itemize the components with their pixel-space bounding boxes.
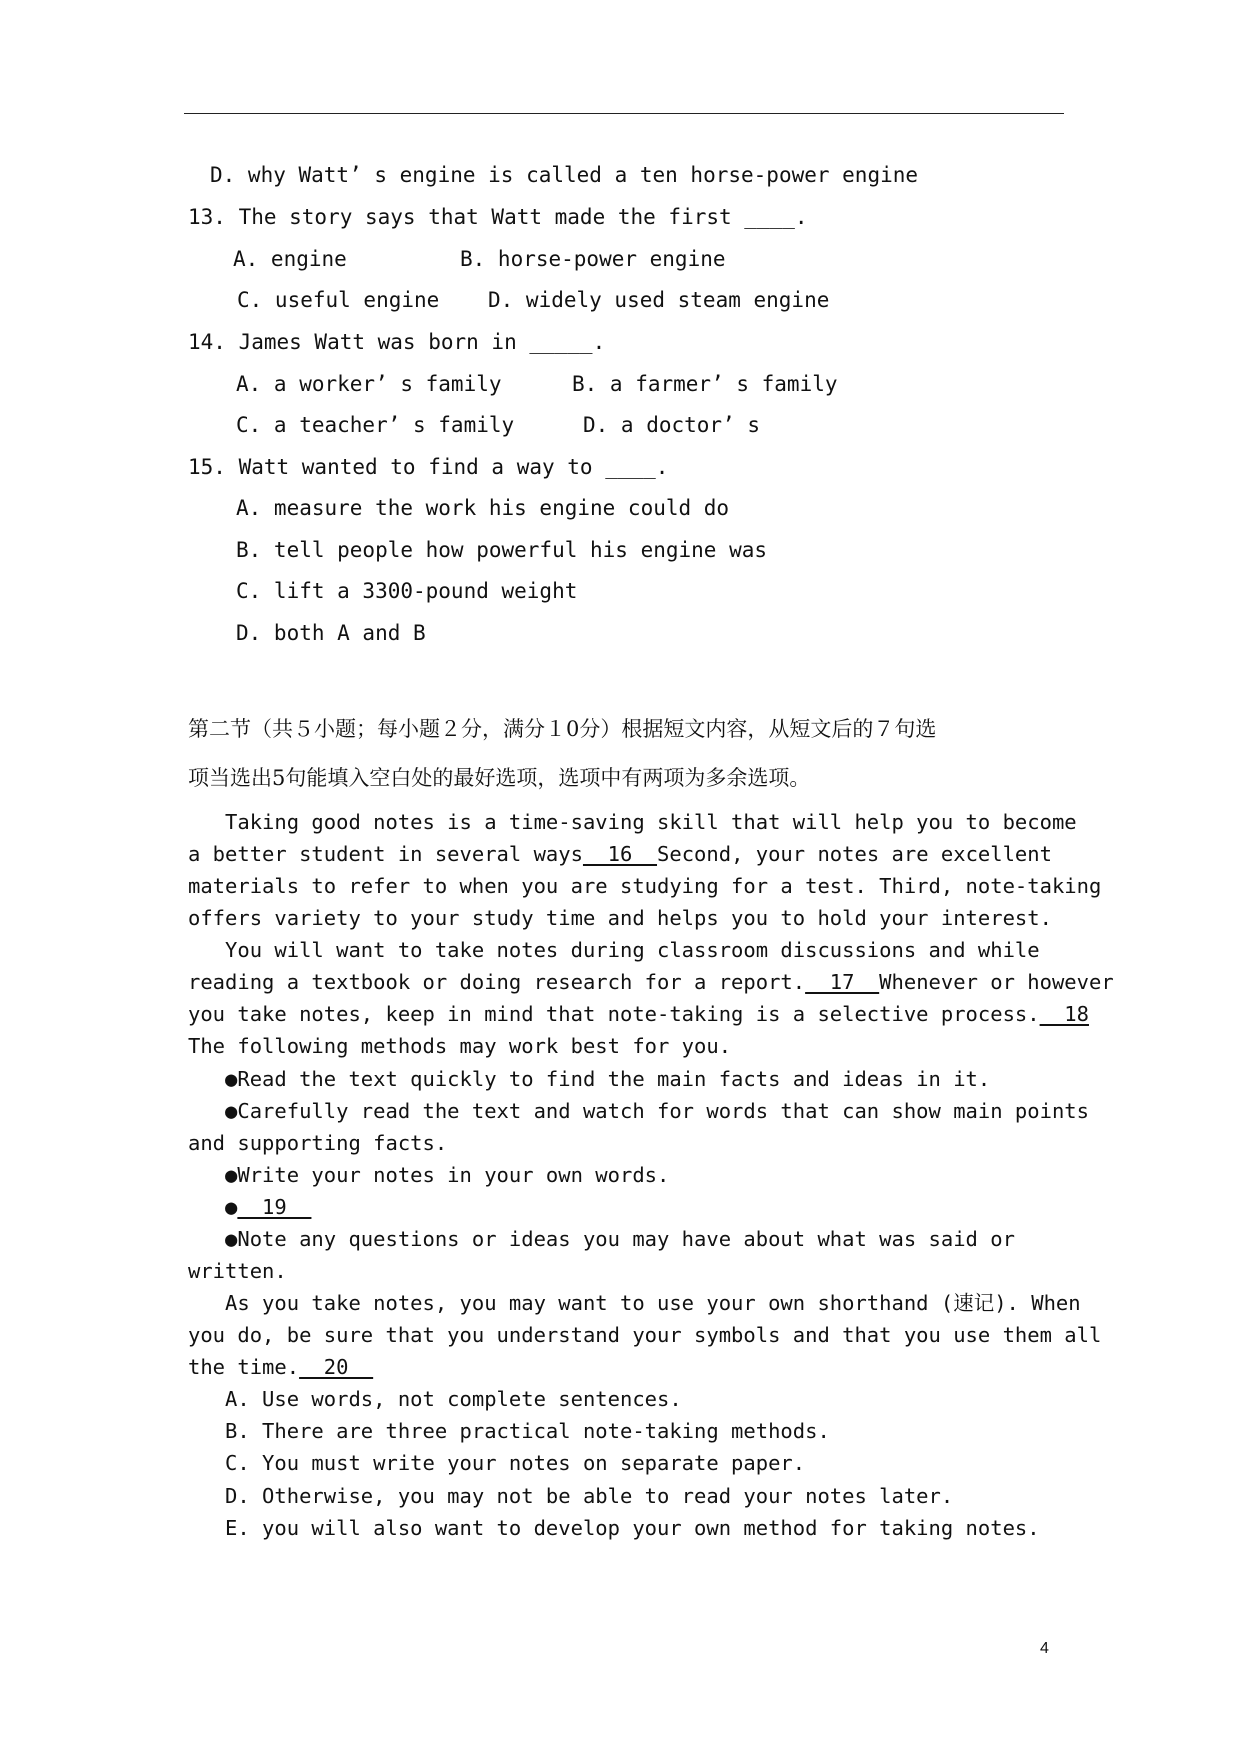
passage-line: You will want to take notes during classroom discussions and while xyxy=(188,938,1040,962)
q13-option-a: A. engine xyxy=(233,247,347,271)
blank-20: 20 xyxy=(299,1355,374,1379)
passage-line: the time. 20 xyxy=(188,1355,374,1379)
q14-stem: 14. James Watt was born in _____. xyxy=(188,330,606,354)
q14-option-d: D. a doctor’ s xyxy=(583,413,761,437)
q14-option-c: C. a teacher’ s family xyxy=(236,413,515,437)
passage-line: written. xyxy=(188,1259,287,1283)
answer-option-b: B. There are three practical note-taking methods. xyxy=(188,1419,830,1443)
passage-line: offers variety to your study time and helps you to hold your interest. xyxy=(188,906,1052,930)
q15-option-d: D. both A and B xyxy=(236,621,426,645)
blank-19: 19 xyxy=(237,1195,312,1219)
passage-line: Taking good notes is a time-saving skill that will help you to become xyxy=(188,810,1077,834)
blank-17: 17 xyxy=(805,970,880,994)
method-item: ●Read the text quickly to find the main facts and ideas in it. xyxy=(188,1067,991,1091)
q15-option-a: A. measure the work his engine could do xyxy=(236,496,730,520)
passage-line: you do, be sure that you understand your symbols and that you use them all xyxy=(188,1323,1102,1347)
answer-option-c: C. You must write your notes on separate paper. xyxy=(188,1451,806,1475)
answer-option-d: D. Otherwise, you may not be able to read your notes later. xyxy=(188,1484,954,1508)
q13-option-d: D. widely used steam engine xyxy=(488,288,830,312)
method-item: ● 19 xyxy=(188,1195,312,1219)
header-rule xyxy=(184,113,1064,114)
q13-option-b: B. horse-power engine xyxy=(460,247,726,271)
passage-line: a better student in several ways 16 Second, your notes are excellent xyxy=(188,842,1052,866)
answer-option-e: E. you will also want to develop your own method for taking notes. xyxy=(188,1516,1040,1540)
passage-line: The following methods may work best for you. xyxy=(188,1034,732,1058)
method-item: ●Write your notes in your own words. xyxy=(188,1163,670,1187)
method-item: ●Carefully read the text and watch for words that can show main points xyxy=(188,1099,1089,1123)
q12-option-d: D. why Watt’ s engine is called a ten horse-power engine xyxy=(210,163,919,187)
passage-line: reading a textbook or doing research for a report. 17 Whenever or however xyxy=(188,970,1114,994)
section2-instruction-line2: 项当选出5句能填入空白处的最好选项，选项中有两项为多余选项。 xyxy=(188,766,811,790)
q13-option-c: C. useful engine xyxy=(237,288,440,312)
q14-option-a: A. a worker’ s family xyxy=(236,372,502,396)
blank-16: 16 xyxy=(582,842,658,866)
answer-option-a: A. Use words, not complete sentences. xyxy=(188,1387,682,1411)
q13-stem: 13. The story says that Watt made the first ____. xyxy=(188,205,808,229)
passage-line: you take notes, keep in mind that note-taking is a selective process. 18 xyxy=(188,1002,1089,1026)
q15-stem: 15. Watt wanted to find a way to ____. xyxy=(188,455,669,479)
passage-line: materials to refer to when you are studying for a test. Third, note-taking xyxy=(188,874,1102,898)
passage-line: As you take notes, you may want to use your own shorthand (速记). When xyxy=(188,1291,1081,1315)
q14-option-b: B. a farmer’ s family xyxy=(572,372,838,396)
section2-instruction-line1: 第二节（共５小题；每小题２分，满分１0分）根据短文内容，从短文后的７句选 xyxy=(188,717,937,741)
q15-option-b: B. tell people how powerful his engine was xyxy=(236,538,768,562)
page-number: 4 xyxy=(1040,1640,1049,1657)
method-item: ●Note any questions or ideas you may have about what was said or xyxy=(188,1227,1015,1251)
q15-option-c: C. lift a 3300-pound weight xyxy=(236,579,578,603)
blank-18: 18 xyxy=(1039,1002,1089,1026)
passage-line: and supporting facts. xyxy=(188,1131,448,1155)
